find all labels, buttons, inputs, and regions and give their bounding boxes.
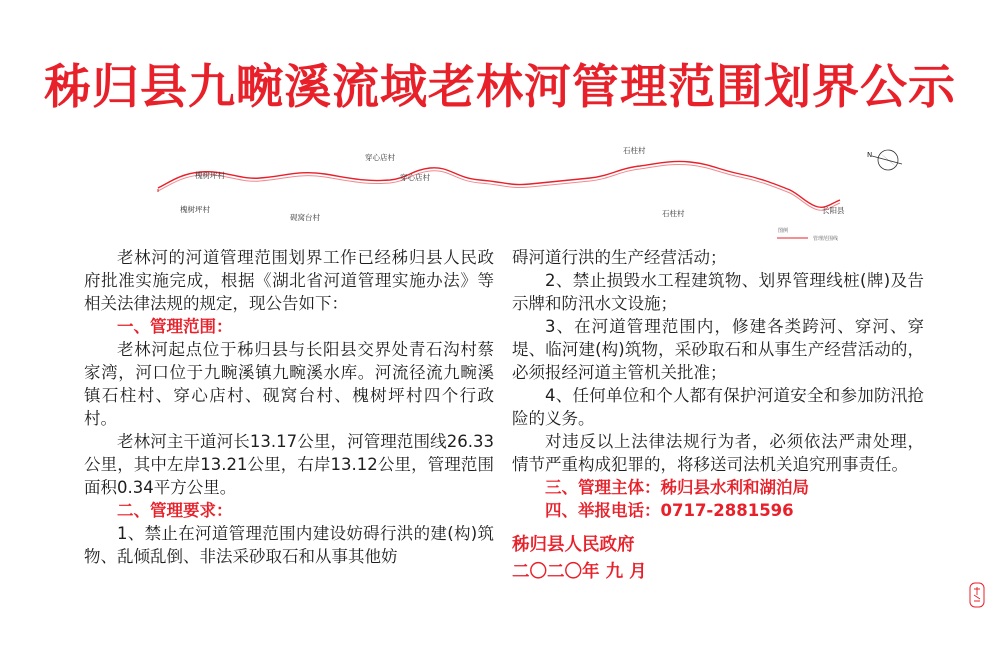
map-label-chuanxindian-1: 穿心店村 xyxy=(365,153,395,162)
section2-heading: 二、管理要求： xyxy=(117,501,233,520)
requirement-1-end: 碍河道行洪的生产经营活动； xyxy=(512,248,727,267)
signer: 秭归县人民政府 xyxy=(512,535,635,555)
requirement-4: 4、任何单位和个人都有保护河道安全和参加防汛抢险的义务。 xyxy=(512,386,924,428)
north-label: N xyxy=(867,151,873,159)
north-arrow-icon xyxy=(867,150,902,170)
section1-paragraph-2: 老林河主干道河长13.17公里，河管理范围线26.33公里，其中左岸13.21公里，右岸13.12公里，管理范围面积0.34平方公里。 xyxy=(84,432,494,497)
section4-hotline: 四、举报电话：0717-2881596 xyxy=(545,501,794,520)
map-label-chuanxindian-2: 穿心店村 xyxy=(400,173,430,182)
map-label-shizhu-1: 石柱村 xyxy=(623,146,646,155)
section1-heading: 一、管理范围： xyxy=(117,317,233,336)
section3-management-body: 三、管理主体：秭归县水利和湖泊局 xyxy=(545,478,809,497)
seal-stamp-icon xyxy=(968,581,986,609)
issue-date: 二〇二〇年 九 月 xyxy=(512,562,647,582)
left-column xyxy=(84,246,494,568)
intro-paragraph: 老林河的河道管理范围划界工作已经秭归县人民政府批准实施完成，根据《湖北省河道管理实施办法》等相关法律法规的规定，现公告如下： xyxy=(84,248,494,313)
river-management-line-left-bank xyxy=(158,161,840,207)
map-label-shizhu-2: 石柱村 xyxy=(662,209,685,218)
map-label-yanwotai: 砚窝台村 xyxy=(290,213,320,222)
map-label-huaishuping-2: 槐树坪村 xyxy=(180,205,210,214)
requirement-2: 2、禁止损毁水工程建筑物、划界管理线桩(牌)及告示牌和防汛水文设施； xyxy=(512,271,924,313)
map-legend xyxy=(777,227,838,242)
legend-title: 图例 xyxy=(778,228,789,234)
river-management-line-right-bank xyxy=(158,164,840,210)
requirement-1-start: 1、禁止在河道管理范围内建设妨碍行洪的建(构)筑物、乱倾乱倒、非法采砂取石和从事其他妨 xyxy=(84,524,494,566)
section1-paragraph-1: 老林河起点位于秭归县与长阳县交界处青石沟村蔡家湾，河口位于九畹溪镇九畹溪水库。河流径流九畹溪镇石柱村、穿心店村、砚窝台村、槐树坪村四个行政村。 xyxy=(84,340,494,428)
river-map xyxy=(150,140,920,250)
right-column xyxy=(512,246,924,586)
map-label-huaishuping-1: 槐树坪村 xyxy=(195,171,225,180)
notice-title: 秭归县九畹溪流域老林河管理范围划界公示 xyxy=(44,60,956,115)
requirement-3: 3、在河道管理范围内，修建各类跨河、穿河、穿堤、临河建(构)筑物，采砂取石和从事生产经营活动的，必须报经河道主管机关批准； xyxy=(512,317,924,382)
penalty-paragraph: 对违反以上法律法规行为者，必须依法严肃处理，情节严重构成犯罪的，将移送司法机关追究刑事责任。 xyxy=(512,432,924,474)
map-label-changyang: 长阳县 xyxy=(822,206,845,215)
legend-boundary-line: 管理范围线 xyxy=(813,236,839,242)
